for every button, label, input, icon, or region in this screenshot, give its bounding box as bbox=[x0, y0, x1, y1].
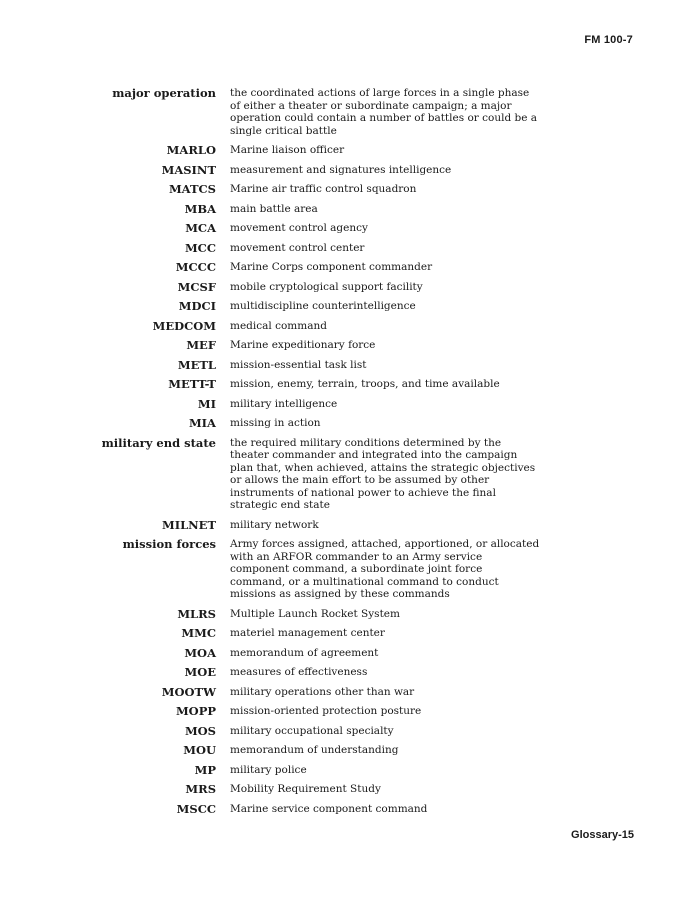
glossary-definition: materiel management center bbox=[230, 627, 385, 639]
glossary-term: major operation bbox=[112, 86, 216, 100]
glossary-definition: the required military conditions determined by the theater commander and integrated into the campaign plan that, when achieved, attains the strategic objectives or allows the main effort to be assumed by other instruments of national power to achieve the final strategic end state bbox=[230, 436, 536, 511]
glossary-entry bbox=[100, 763, 560, 779]
glossary-entry bbox=[100, 143, 560, 159]
glossary-entry bbox=[100, 436, 560, 512]
glossary-term: MCSF bbox=[177, 279, 216, 294]
glossary-term: MCCC bbox=[175, 260, 216, 274]
glossary-definition: mission, enemy, terrain, troops, and time available bbox=[230, 378, 500, 390]
glossary-entry bbox=[100, 802, 560, 818]
glossary-entry bbox=[100, 537, 560, 601]
glossary-definition: movement control agency bbox=[230, 222, 368, 234]
glossary-term: MP bbox=[194, 762, 216, 777]
glossary-term: MBA bbox=[184, 201, 216, 216]
glossary-definition: main battle area bbox=[230, 202, 318, 215]
glossary-definition: military intelligence bbox=[230, 397, 338, 410]
document-code: FM 100-7 bbox=[584, 34, 633, 46]
glossary-entry bbox=[100, 338, 560, 354]
glossary-entry bbox=[100, 377, 560, 393]
glossary-entry bbox=[100, 86, 560, 137]
glossary-entry bbox=[100, 626, 560, 642]
glossary-term: MMC bbox=[181, 626, 216, 640]
glossary-definition: mobile cryptological support facility bbox=[230, 280, 423, 293]
glossary-term: MEDCOM bbox=[152, 318, 216, 333]
glossary-term: mission forces bbox=[122, 537, 216, 551]
glossary-definition: Marine air traffic control squadron bbox=[230, 183, 417, 195]
glossary-definition: military police bbox=[230, 763, 307, 776]
glossary-definition: military network bbox=[230, 518, 319, 531]
glossary-entry bbox=[100, 416, 560, 432]
glossary-entry bbox=[100, 163, 560, 179]
glossary-entry bbox=[100, 260, 560, 276]
glossary-definition: medical command bbox=[230, 319, 327, 332]
glossary-term: MI bbox=[197, 396, 216, 411]
glossary-entry bbox=[100, 685, 560, 701]
glossary-term: MILNET bbox=[161, 517, 216, 532]
glossary-definition: Marine service component command bbox=[230, 802, 428, 815]
glossary-term: MATCS bbox=[168, 182, 216, 196]
glossary-term: military end state bbox=[101, 435, 216, 450]
glossary-term: METL bbox=[177, 357, 216, 372]
glossary-entry bbox=[100, 299, 560, 315]
glossary-term: MEF bbox=[186, 338, 216, 352]
glossary-entry bbox=[100, 646, 560, 662]
glossary-entry bbox=[100, 518, 560, 534]
glossary-term: MOS bbox=[184, 723, 216, 738]
glossary-entry bbox=[100, 280, 560, 296]
glossary-term: MOU bbox=[183, 743, 216, 757]
page-number: Glossary-15 bbox=[571, 829, 634, 841]
glossary-definition: Marine liaison officer bbox=[230, 144, 345, 156]
glossary-definition: measurement and signatures intelligence bbox=[230, 163, 452, 176]
glossary-term: MOE bbox=[184, 665, 216, 679]
glossary-definition: multidiscipline counterintelligence bbox=[230, 300, 416, 312]
glossary-term: MARLO bbox=[166, 143, 216, 157]
glossary-term: MDCI bbox=[178, 299, 216, 313]
glossary-term: MOOTW bbox=[161, 684, 216, 699]
glossary-term: MSCC bbox=[176, 801, 216, 816]
glossary-entry bbox=[100, 319, 560, 335]
glossary-definition: Army forces assigned, attached, apportioned, or allocated with an ARFOR commander to an Army service component command, a subordinate joint force command, or a multinational command to conduct missions as assigned by these commands bbox=[230, 538, 540, 600]
glossary-term: MRS bbox=[185, 782, 216, 796]
glossary-entry bbox=[100, 241, 560, 257]
glossary-definition: measures of effectiveness bbox=[230, 666, 368, 678]
glossary-entry bbox=[100, 397, 560, 413]
glossary-definition: the coordinated actions of large forces in a single phase of either a theater or subordinate campaign; a major operation could contain a number of battles or could be a single critical battle bbox=[230, 87, 538, 137]
glossary-term: MOPP bbox=[175, 704, 216, 718]
glossary-term: METT-T bbox=[168, 377, 216, 391]
glossary-definition: mission-oriented protection posture bbox=[230, 705, 422, 717]
glossary-definition: missing in action bbox=[230, 417, 321, 429]
glossary-entry bbox=[100, 665, 560, 681]
glossary-entry bbox=[100, 358, 560, 374]
glossary-definition: Marine expeditionary force bbox=[230, 339, 376, 351]
glossary-entry bbox=[100, 782, 560, 798]
glossary-definition: memorandum of agreement bbox=[230, 646, 379, 659]
glossary-term: MCC bbox=[184, 240, 216, 255]
glossary-entry bbox=[100, 202, 560, 218]
glossary-definition: mission-essential task list bbox=[230, 358, 367, 371]
glossary-definition: Marine Corps component commander bbox=[230, 261, 433, 273]
glossary-term: MLRS bbox=[177, 606, 216, 621]
glossary-definition: movement control center bbox=[230, 241, 365, 254]
glossary-term: MCA bbox=[185, 221, 216, 235]
glossary-list bbox=[100, 86, 560, 821]
glossary-entry bbox=[100, 221, 560, 237]
glossary-entry bbox=[100, 724, 560, 740]
glossary-entry bbox=[100, 182, 560, 198]
glossary-definition: military operations other than war bbox=[230, 685, 415, 698]
glossary-entry bbox=[100, 607, 560, 623]
glossary-term: MIA bbox=[188, 416, 216, 430]
glossary-definition: Mobility Requirement Study bbox=[230, 783, 381, 795]
glossary-entry bbox=[100, 743, 560, 759]
glossary-entry bbox=[100, 704, 560, 720]
glossary-definition: memorandum of understanding bbox=[230, 744, 399, 756]
glossary-term: MASINT bbox=[161, 162, 216, 177]
glossary-term: MOA bbox=[184, 645, 216, 660]
glossary-definition: military occupational specialty bbox=[230, 724, 394, 737]
glossary-definition: Multiple Launch Rocket System bbox=[230, 607, 400, 620]
